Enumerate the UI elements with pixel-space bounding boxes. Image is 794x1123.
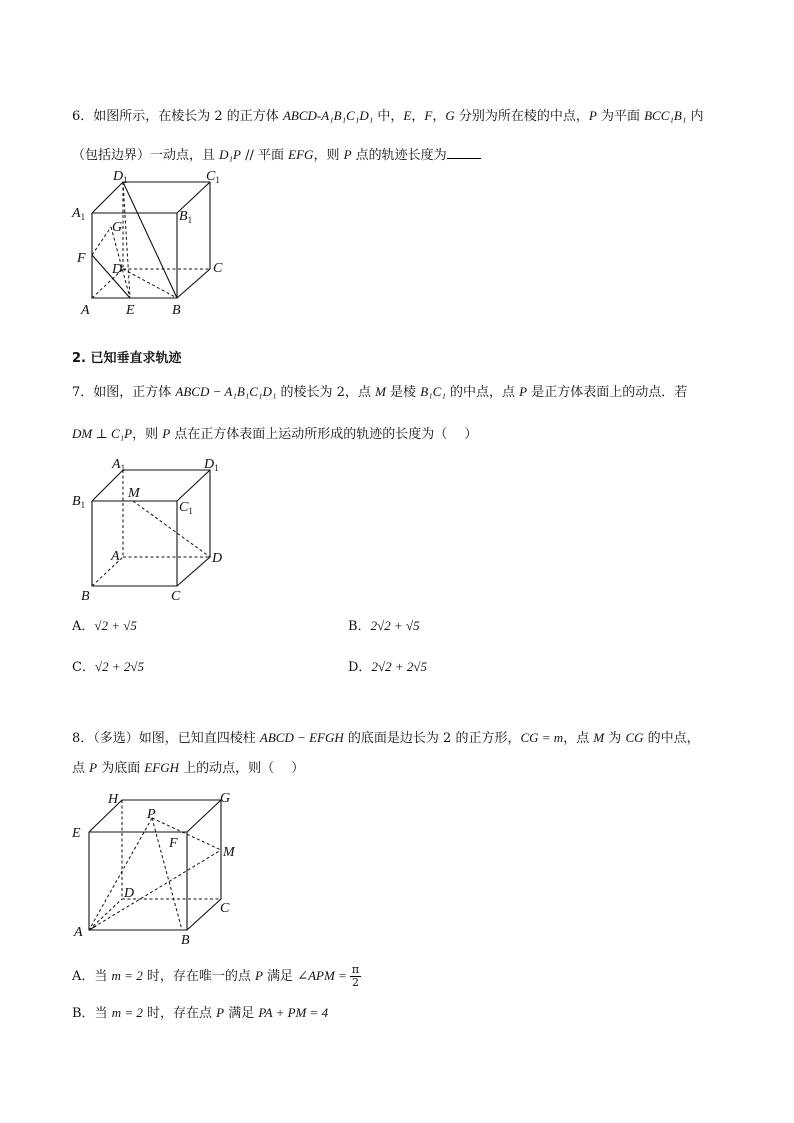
- label-g: G: [112, 220, 123, 235]
- q8-text: 的底面是边长为 2 的正方形，: [343, 731, 521, 746]
- q7-option-a[interactable]: [72, 617, 137, 636]
- q6-math-g: G: [445, 108, 455, 123]
- segment-db: [123, 269, 177, 298]
- q7-line-1: [72, 383, 687, 402]
- segment-am-start: [89, 926, 96, 930]
- label-m: M: [128, 486, 140, 501]
- q6-text: 点的轨迹长度为: [351, 148, 447, 163]
- q6-text: 中，: [373, 109, 404, 124]
- label-a: A: [111, 549, 120, 564]
- label-h: H: [108, 792, 119, 807]
- option-math: m = 2: [111, 968, 143, 983]
- q6-text: 内: [686, 109, 704, 124]
- q6-line-2: [72, 146, 481, 165]
- q8-math-cg: CG = m: [520, 730, 564, 745]
- label-c: C: [171, 589, 181, 604]
- option-value: √2 + 2√5: [94, 659, 144, 674]
- fraction-numerator: π: [351, 963, 360, 976]
- label-d1: $D_1$: [113, 169, 128, 185]
- label-d: D: [212, 551, 223, 566]
- q8-text: 点: [72, 761, 90, 776]
- q7-math-b1c1: B₁C₁: [420, 384, 446, 399]
- label-m: M: [223, 845, 235, 860]
- label-e: E: [72, 826, 81, 841]
- q6-line-1: [72, 107, 703, 126]
- label-c1: $C_1$: [206, 169, 220, 185]
- label-b: B: [172, 303, 181, 318]
- option-text: 满足: [262, 969, 298, 984]
- option-value: 2√2 + √5: [370, 618, 420, 633]
- q8-text: 上的动点，则（ ）: [179, 761, 305, 776]
- q7-option-d[interactable]: [348, 658, 427, 677]
- q6-text: ，: [432, 109, 446, 124]
- label-b1: $B_1$: [72, 494, 86, 510]
- q8-option-a[interactable]: [72, 963, 361, 990]
- label-c1: $C_1$: [179, 500, 193, 516]
- q6-math-d1p: D₁P: [219, 147, 241, 162]
- label-a: A: [81, 303, 90, 318]
- q8-text: ，点: [563, 731, 594, 746]
- option-label: D．: [348, 660, 372, 675]
- cube-back-edges: [92, 470, 210, 586]
- q6-text: （包括边界）一动点，且: [72, 148, 220, 163]
- label-a: A: [74, 925, 83, 940]
- segment-pa: [89, 818, 152, 930]
- label-c: C: [213, 261, 223, 276]
- q6-text: 6．如图所示，在棱长为 2 的正方体: [72, 109, 283, 124]
- q6-math-cube: ABCD-A₁B₁C₁D₁: [282, 108, 374, 123]
- cube-edge: [177, 470, 210, 501]
- figure-prism-q8: [70, 785, 250, 950]
- label-g: G: [220, 791, 231, 806]
- q7-math-p: P: [519, 384, 528, 399]
- q7-math-m: M: [375, 384, 386, 399]
- option-label: B．: [348, 619, 371, 634]
- q7-math-cube: ABCD − A₁B₁C₁D₁: [175, 384, 277, 399]
- label-f: F: [77, 251, 86, 266]
- q8-math-m: M: [593, 730, 605, 745]
- option-value: 2√2 + 2√5: [371, 659, 427, 674]
- q7-math-perp: DM ⊥ C₁P: [72, 426, 133, 441]
- section-2-title: 2. 已知垂直求轨迹: [72, 351, 182, 366]
- option-text: A．当: [72, 969, 112, 984]
- option-math: P: [254, 968, 263, 983]
- q6-math-efg: EFG: [288, 147, 314, 162]
- label-a1: $A_1$: [72, 206, 86, 222]
- label-b: B: [181, 933, 190, 948]
- hidden-edge: [89, 899, 122, 930]
- q6-math-p2: P: [343, 147, 352, 162]
- q8-text: 的中点，: [643, 731, 700, 746]
- q6-math-f: F: [424, 108, 433, 123]
- option-label: C．: [72, 660, 95, 675]
- q8-line-2: [72, 759, 304, 778]
- segment-d1b: [123, 182, 177, 298]
- label-b1: $B_1$: [179, 209, 193, 225]
- q7-text: 点在正方体表面上运动所形成的轨迹的长度为（ ）: [170, 427, 478, 442]
- q8-math-cg2: CG: [625, 730, 644, 745]
- figure-cube-q7: [70, 453, 240, 605]
- q6-text: 为平面: [596, 109, 645, 124]
- answer-blank[interactable]: [447, 146, 481, 159]
- q8-option-b[interactable]: [72, 1004, 328, 1023]
- option-math: m = 2: [111, 1005, 143, 1020]
- segment-pb: [152, 818, 182, 930]
- q6-math-p: P: [588, 108, 597, 123]
- q8-math-p: P: [89, 760, 98, 775]
- segment-d1e: [123, 182, 130, 298]
- option-value: √2 + √5: [94, 618, 137, 633]
- label-e: E: [126, 303, 135, 318]
- label-c: C: [220, 901, 230, 916]
- q8-text: 8．（多选）如图，已知直四棱柱: [72, 731, 260, 746]
- q7-text: 是棱: [385, 385, 421, 400]
- q6-text: ，则: [313, 148, 344, 163]
- q6-math-plane: BCC₁B₁: [644, 108, 687, 123]
- label-p: P: [147, 807, 156, 822]
- label-d: D: [124, 886, 135, 901]
- segment-fg: [92, 227, 111, 255]
- option-math: P: [216, 1005, 225, 1020]
- q8-text: 为: [604, 731, 626, 746]
- cube-front-face: [92, 501, 177, 586]
- option-math: PA + PM = 4: [258, 1005, 329, 1020]
- segment-am: [89, 850, 221, 930]
- label-b: B: [81, 589, 90, 604]
- q8-math-prism: ABCD − EFGH: [259, 730, 344, 745]
- option-text: 时，存在唯一的点: [142, 969, 255, 984]
- fraction-denominator: 2: [351, 976, 359, 989]
- option-text: 时，存在点: [142, 1006, 217, 1021]
- cube-back-edges: [92, 182, 210, 298]
- q7-text: ，则: [132, 427, 163, 442]
- prism-edge: [187, 800, 221, 832]
- q6-text: 分别为所在棱的中点，: [454, 109, 589, 124]
- segment-dm: [133, 501, 210, 557]
- label-a1: $A_1$: [112, 457, 126, 473]
- figure-cube-q6: [70, 165, 240, 320]
- q8-math-efgh: EFGH: [144, 760, 180, 775]
- option-label: A．: [72, 619, 95, 634]
- option-math: ∠APM =: [297, 968, 347, 983]
- option-text: B．当: [72, 1006, 112, 1021]
- q7-text: 是正方体表面上的动点．若: [527, 385, 688, 400]
- q7-math-p2: P: [162, 426, 171, 441]
- q7-option-c[interactable]: [72, 658, 144, 677]
- label-d: D: [112, 262, 123, 277]
- q7-option-b[interactable]: [348, 617, 420, 636]
- label-f: F: [169, 836, 178, 851]
- q7-line-2: [72, 425, 477, 444]
- q8-line-1: [72, 729, 700, 748]
- cube-front-face: [92, 213, 177, 298]
- option-text: 满足: [224, 1006, 259, 1021]
- q6-text: // 平面: [241, 148, 289, 163]
- fraction-pi-over-2: [350, 964, 361, 989]
- q6-math-e: E: [403, 108, 412, 123]
- q7-text: 7．如图，正方体: [72, 385, 176, 400]
- q7-text: 的中点，点: [445, 385, 520, 400]
- q6-text: ，: [411, 109, 425, 124]
- q7-text: 的棱长为 2，点: [276, 385, 376, 400]
- q8-text: 为底面: [97, 761, 145, 776]
- label-d1: $D_1$: [204, 457, 219, 473]
